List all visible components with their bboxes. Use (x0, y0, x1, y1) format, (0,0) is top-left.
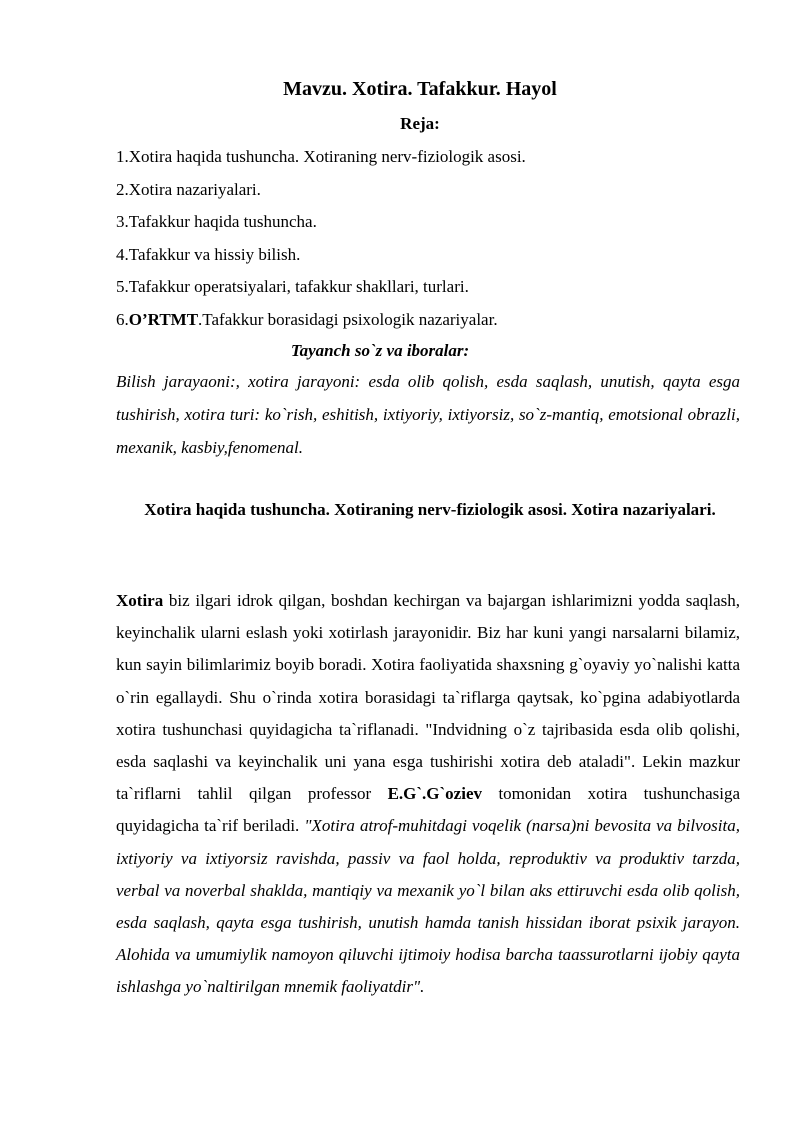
section-title: Xotira haqida tushuncha. Xotiraning nerv-fiziologik asosi. Xotira nazariyalari. (144, 500, 716, 519)
definition-quote: "Xotira atrof-muhitdagi voqelik (narsa)ni bevosita va bilvosita, ixtiyoriy va ixtiyorsiz ravishda, passiv va faol holda, reproduktiv va produktiv tarzda, verbal va noverbal shaklda, mantiqiy va mexanik yo`l bilan aks ettiruvchi esda olib qolish, esda saqlash, qayta esga tushirish, unutish hamda tanish hissidan iborat psixik jarayon. Alohida va umumiylik namoyon qiluvchi ijtimoiy hodisa barcha taassurotlarni ijobiy qayta ishlashga yo`naltirilgan mnemik faoliyatdir". (116, 816, 740, 997)
plan-heading: Reja: (400, 114, 440, 133)
keywords-text: Bilish jarayaoni:, xotira jarayoni: esda olib qolish, esda saqlash, unutish, qayta esga tushirish, xotira turi: ko`rish, eshitish, ixtiyoriy, ixtiyorsiz, so`z-mantiq, emotsional obrazli, mexanik, kasbiy,fenomenal. (116, 372, 740, 457)
plan-list (116, 144, 756, 339)
plan-item (116, 274, 756, 307)
plan-item-text: 1.Xotira haqida tushuncha. Xotiraning nerv-fiziologik asosi. (116, 147, 526, 166)
paragraph-text: biz ilgari idrok qilgan, boshdan kechirgan va bajargan ishlarimizni yodda saqlash, keyinchalik ularni eslash yoki xotirlash jarayonidir. Biz har kuni yangi narsalarni bilamiz, kun sayin bilimlarimiz boyib boradi. Xotira faoliyatida shaxsning g`oyaviy yo`nalishi katta o`rin egallaydi. Shu o`rinda xotira borasidagi ta`riflarga qaytsak, ko`pgina adabiyotlarda xotira tushunchasi quyidagicha ta`riflanadi. "Indvidning o`z tajribasida esda olib qolishi, esda saqlashi va keyinchalik uni yana esga tushirishi xotira deb ataladi". Lekin mazkur ta`riflarni tahlil qilgan professor (116, 591, 740, 804)
plan-item-prefix: 6. (116, 309, 129, 329)
paragraph-text: tomonidan xotira tushunchasiga quyidagicha ta`rif beriladi. (116, 784, 740, 836)
body-paragraph (116, 585, 740, 1004)
plan-item-text: 4.Tafakkur va hissiy bilish. (116, 244, 301, 264)
lead-term: Xotira (116, 591, 164, 610)
plan-item (116, 209, 756, 242)
plan-item-text: 3.Tafakkur haqida tushuncha. (116, 212, 317, 231)
author-name: E.G`.G`oziev (387, 784, 482, 804)
plan-item-rest: .Tafakkur borasidagi psixologik nazariyalar. (198, 309, 498, 329)
plan-item (116, 177, 756, 210)
document-title: Mavzu. Xotira. Tafakkur. Hayol (283, 78, 557, 100)
plan-item-bold: O’RTMT (128, 309, 199, 329)
keywords-heading: Tayanch so`z va iboralar: (290, 341, 470, 360)
plan-item (116, 242, 756, 275)
plan-item (116, 144, 756, 177)
plan-item-text: 2.Xotira nazariyalari. (116, 179, 261, 199)
plan-item (116, 307, 756, 340)
plan-item-text: 5.Tafakkur operatsiyalari, tafakkur shakllari, turlari. (116, 277, 469, 296)
